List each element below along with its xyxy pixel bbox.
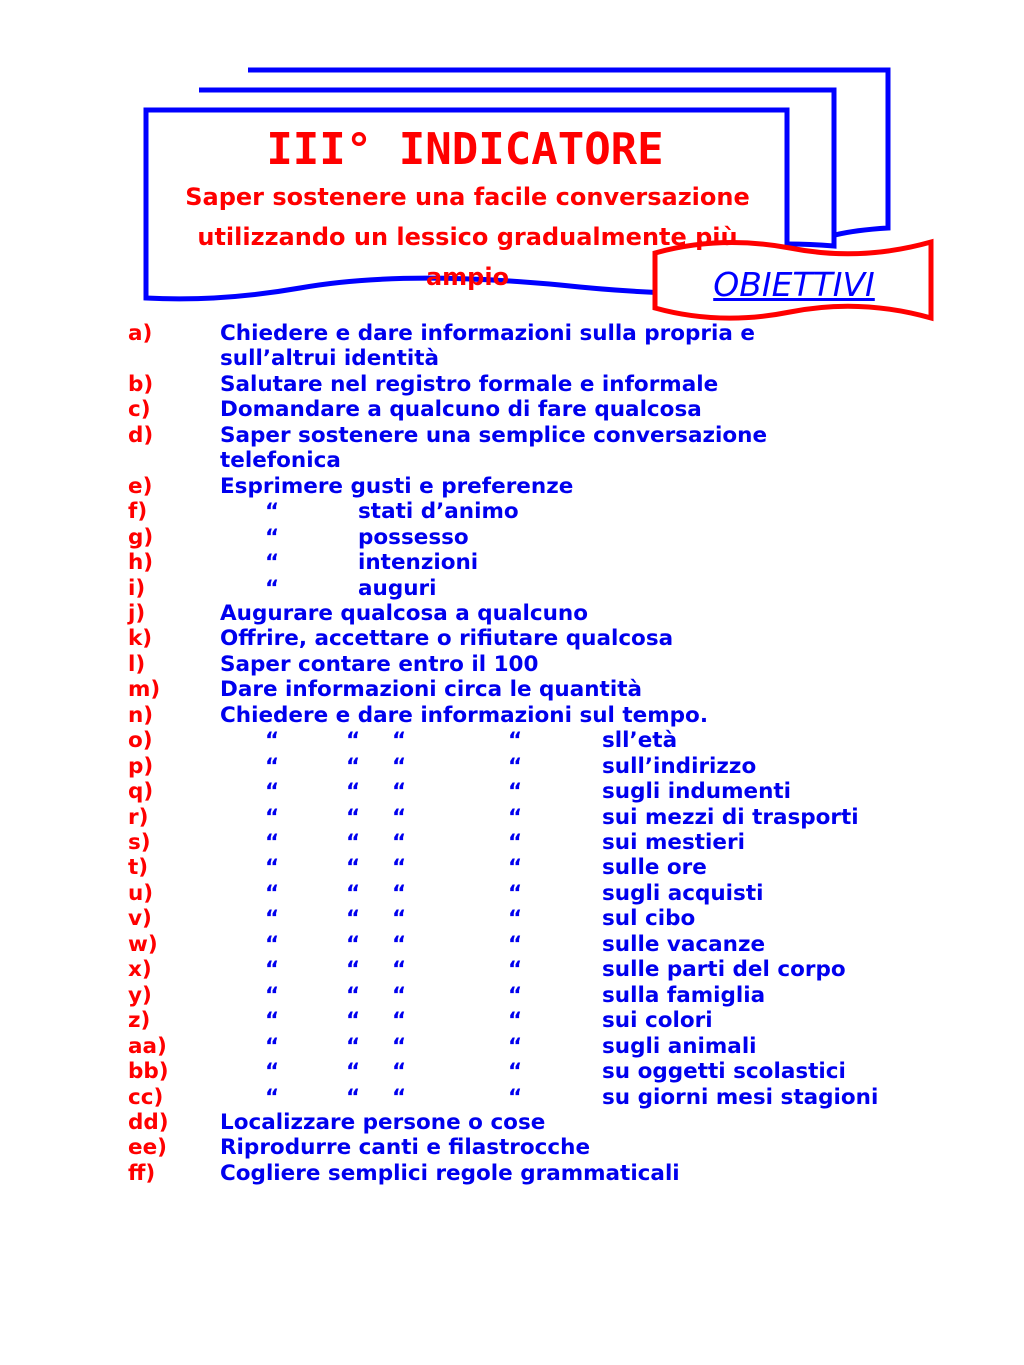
ditto-mark: “ (508, 982, 523, 1008)
ditto-mark: “ (508, 1084, 523, 1110)
list-item-letter: j) (128, 600, 146, 626)
list-item (0, 1135, 1024, 1161)
ditto-mark: “ (265, 880, 280, 906)
list-item-letter: k) (128, 626, 153, 652)
ditto-mark: “ (508, 957, 523, 983)
ditto-mark: “ (508, 1059, 523, 1085)
ditto-mark: “ (265, 753, 280, 779)
list-item (0, 703, 1024, 729)
ditto-mark: “ (346, 1008, 361, 1034)
list-item-text: sugli acquisti (602, 880, 764, 906)
list-item-letter: c) (128, 397, 151, 423)
ditto-mark: “ (265, 524, 280, 550)
ditto-mark: “ (392, 906, 407, 932)
list-item-text: Esprimere gusti e preferenze (220, 473, 574, 499)
ditto-mark: “ (265, 1084, 280, 1110)
list-item-text: Offrire, accettare o rifiutare qualcosa (220, 626, 674, 652)
ditto-mark: “ (346, 1084, 361, 1110)
list-item-text: auguri (358, 575, 437, 601)
list-item-text: sugli indumenti (602, 779, 792, 805)
list-item (0, 1034, 1024, 1060)
ditto-mark: “ (265, 957, 280, 983)
list-item-letter: cc) (128, 1084, 164, 1110)
ditto-mark: “ (265, 906, 280, 932)
ditto-mark: “ (392, 779, 407, 805)
list-item-letter: g) (128, 524, 154, 550)
ditto-mark: “ (508, 1008, 523, 1034)
list-item-letter: bb) (128, 1059, 169, 1085)
list-item-letter: q) (128, 779, 154, 805)
list-item-text: Salutare nel registro formale e informale (220, 371, 719, 397)
subtitle-line: Saper sostenere una facile conversazione (185, 183, 750, 211)
list-item-letter: w) (128, 931, 158, 957)
list-item-text: su oggetti scolastici (602, 1059, 846, 1085)
ditto-mark: “ (508, 779, 523, 805)
list-item-text: Riprodurre canti e filastrocche (220, 1135, 591, 1161)
ditto-mark: “ (392, 957, 407, 983)
ditto-mark: “ (508, 830, 523, 855)
list-item-text: sui mestieri (602, 830, 745, 855)
ditto-mark: “ (392, 880, 407, 906)
list-item (0, 321, 1024, 347)
ditto-mark: “ (392, 1033, 407, 1059)
list-item-text: Augurare qualcosa a qualcuno (220, 600, 588, 626)
list-item-text: Chiedere e dare informazioni sul tempo. (220, 702, 708, 728)
list-item-letter: n) (128, 702, 154, 728)
list-item-text: Cogliere semplici regole grammaticali (220, 1160, 680, 1186)
list-item (0, 906, 1024, 932)
ditto-mark: “ (265, 931, 280, 957)
list-item-text: sui mezzi di trasporti (602, 804, 859, 830)
list-item-text: sull’indirizzo (602, 753, 757, 779)
list-item-letter: s) (128, 830, 151, 855)
ditto-mark: “ (265, 1059, 280, 1085)
list-item-letter: h) (128, 550, 154, 576)
list-item-letter: l) (128, 651, 146, 677)
ditto-mark: “ (346, 906, 361, 932)
list-item (0, 855, 1024, 881)
list-item (0, 499, 1024, 525)
ditto-mark: “ (392, 753, 407, 779)
list-item-letter: o) (128, 728, 153, 754)
ditto-mark: “ (265, 575, 280, 601)
list-item-text: possesso (358, 524, 469, 550)
ditto-mark: “ (265, 728, 280, 754)
ditto-mark: “ (265, 830, 280, 855)
list-item (0, 1059, 1024, 1085)
list-item (0, 601, 1024, 627)
list-item-letter: m) (128, 677, 161, 703)
ditto-mark: “ (508, 1033, 523, 1059)
list-item (0, 423, 1024, 449)
list-item-letter: t) (128, 855, 149, 881)
list-item-letter: z) (128, 1008, 151, 1034)
ditto-mark: “ (392, 982, 407, 1008)
list-item-text: sugli animali (602, 1033, 757, 1059)
ditto-mark: “ (392, 804, 407, 830)
ditto-mark: “ (392, 1059, 407, 1085)
list-item (0, 372, 1024, 398)
list-item (0, 728, 1024, 754)
list-item-letter: b) (128, 371, 154, 397)
list-item-letter: ee) (128, 1135, 167, 1161)
ditto-mark: “ (508, 728, 523, 754)
list-item (0, 830, 1024, 856)
ditto-mark: “ (508, 855, 523, 881)
list-item (0, 397, 1024, 423)
list-item (0, 1008, 1024, 1034)
ditto-mark: “ (346, 804, 361, 830)
list-item (0, 932, 1024, 958)
ditto-mark: “ (392, 931, 407, 957)
list-item (0, 957, 1024, 983)
ditto-mark: “ (265, 779, 280, 805)
list-item (0, 677, 1024, 703)
list-item-text: sll’età (602, 728, 678, 754)
ditto-mark: “ (392, 1084, 407, 1110)
ditto-mark: “ (265, 1033, 280, 1059)
ditto-mark: “ (265, 499, 280, 525)
list-item-text: Localizzare persone o cose (220, 1109, 546, 1135)
list-item-text: sulle vacanze (602, 931, 766, 957)
ditto-mark: “ (508, 753, 523, 779)
list-item-letter: f) (128, 499, 148, 525)
ditto-mark: “ (392, 1008, 407, 1034)
list-item-text: sul cibo (602, 906, 696, 932)
list-item-text: sull’altrui identità (220, 346, 440, 372)
ditto-mark: “ (346, 1033, 361, 1059)
ditto-mark: “ (346, 830, 361, 855)
list-item-text: sulle ore (602, 855, 707, 881)
list-item (0, 652, 1024, 678)
list-item (0, 474, 1024, 500)
list-item-letter: i) (128, 575, 146, 601)
list-item (0, 1085, 1024, 1111)
list-item (0, 1161, 1024, 1187)
subtitle-line: ampio (425, 263, 510, 291)
ditto-mark: “ (392, 830, 407, 855)
ditto-mark: “ (265, 982, 280, 1008)
ditto-mark: “ (346, 931, 361, 957)
list-item-text: Saper sostenere una semplice conversazione (220, 422, 768, 448)
list-item-letter: u) (128, 880, 154, 906)
list-item-letter: dd) (128, 1109, 169, 1135)
list-item-letter: aa) (128, 1033, 167, 1059)
list-item-text: sui colori (602, 1008, 713, 1034)
list-item-letter: e) (128, 473, 153, 499)
list-item-text: intenzioni (358, 550, 479, 576)
list-item (0, 779, 1024, 805)
list-item-text: stati d’animo (358, 499, 519, 525)
ditto-mark: “ (265, 855, 280, 881)
list-item (0, 1110, 1024, 1136)
list-item (0, 805, 1024, 831)
list-item (0, 754, 1024, 780)
list-item-text: su giorni mesi stagioni (602, 1084, 879, 1110)
list-item (0, 626, 1024, 652)
list-item (0, 881, 1024, 907)
list-item-text: telefonica (220, 448, 341, 474)
ditto-mark: “ (508, 931, 523, 957)
ditto-mark: “ (392, 855, 407, 881)
ditto-mark: “ (265, 1008, 280, 1034)
ditto-mark: “ (508, 906, 523, 932)
ditto-mark: “ (346, 1059, 361, 1085)
list-item (0, 346, 1024, 372)
ditto-mark: “ (346, 982, 361, 1008)
ditto-mark: “ (265, 550, 280, 576)
ditto-mark: “ (346, 728, 361, 754)
ditto-mark: “ (508, 804, 523, 830)
ditto-mark: “ (346, 779, 361, 805)
list-item-text: Domandare a qualcuno di fare qualcosa (220, 397, 702, 423)
list-item-text: Dare informazioni circa le quantità (220, 677, 642, 703)
list-item-text: sulla famiglia (602, 982, 766, 1008)
ditto-mark: “ (346, 753, 361, 779)
list-item (0, 576, 1024, 602)
objettivi-label: OBIETTIVI (713, 265, 875, 304)
list-item-text: sulle parti del corpo (602, 957, 846, 983)
list-item-letter: a) (128, 321, 153, 346)
list-item-text: Chiedere e dare informazioni sulla propria e (220, 321, 755, 346)
ditto-mark: “ (265, 804, 280, 830)
list-item-letter: x) (128, 957, 152, 983)
page-title: III° INDICATORE (266, 124, 664, 175)
ditto-mark: “ (346, 855, 361, 881)
list-item-letter: ff) (128, 1160, 156, 1186)
list-item-letter: r) (128, 804, 149, 830)
list-item (0, 983, 1024, 1009)
ditto-mark: “ (508, 880, 523, 906)
list-item-letter: p) (128, 753, 154, 779)
ditto-mark: “ (346, 957, 361, 983)
list-item (0, 448, 1024, 474)
subtitle-line: utilizzando un lessico gradualmente più (197, 223, 738, 251)
list-item (0, 525, 1024, 551)
list-item-letter: v) (128, 906, 152, 932)
ditto-mark: “ (346, 880, 361, 906)
list-item-letter: y) (128, 982, 152, 1008)
list-item (0, 550, 1024, 576)
ditto-mark: “ (392, 728, 407, 754)
list-item-letter: d) (128, 422, 154, 448)
list-item-text: Saper contare entro il 100 (220, 651, 539, 677)
